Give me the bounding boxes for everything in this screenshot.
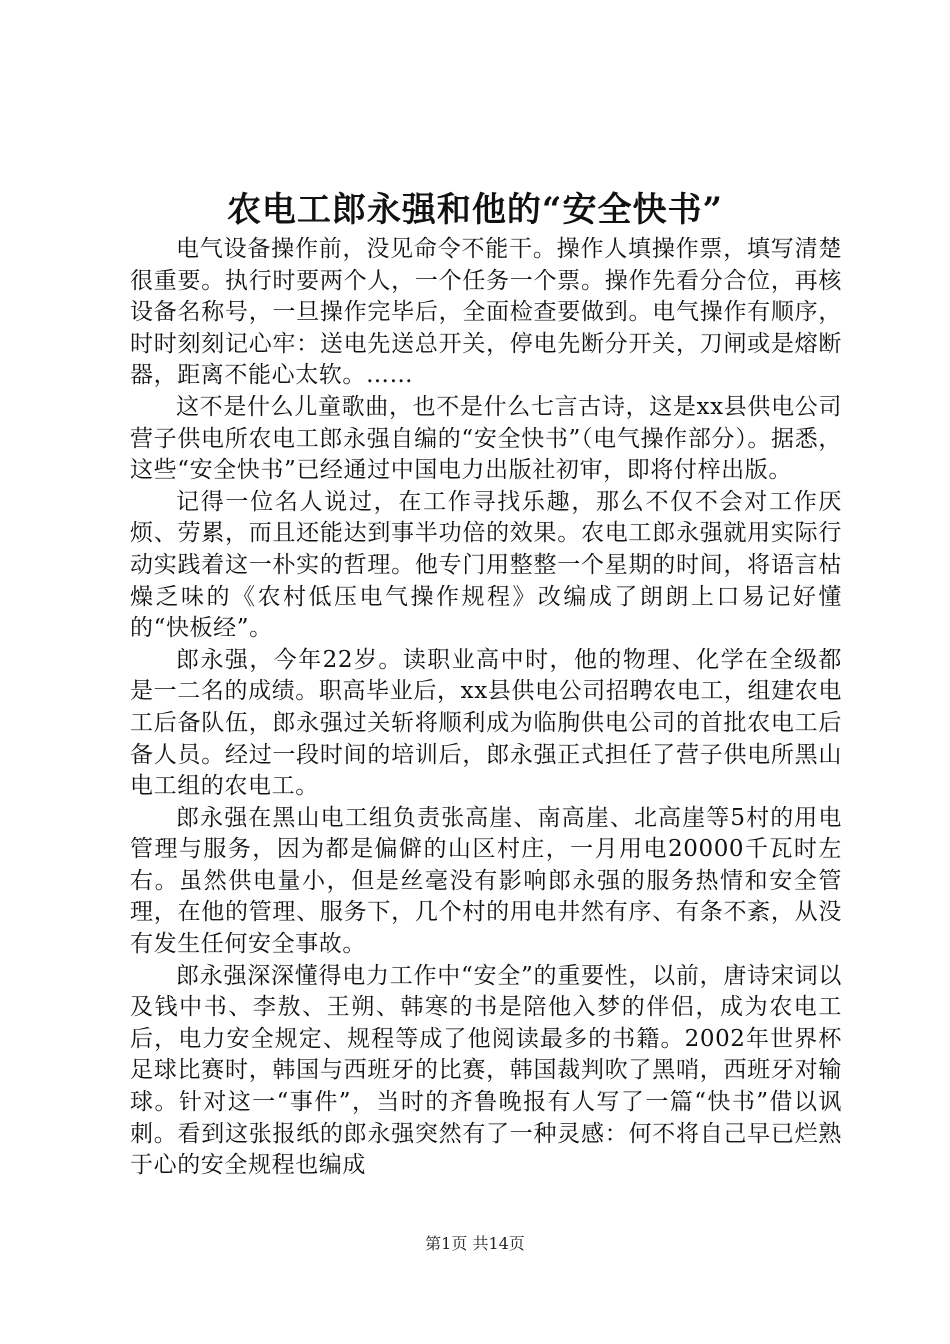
document-body [130,234,842,1182]
paragraph-2: 这不是什么儿童歌曲，也不是什么七言古诗，这是xx县供电公司营子供电所农电工郎永强自编的“安全快书”（电气操作部分）。据悉，这些“安全快书”已经通过中国电力出版社初审，即将付梓出版。 [130,393,842,484]
page-number-footer: 第1页 共14页 [425,1234,525,1253]
paragraph-5: 郎永强在黑山电工组负责张高崖、南高崖、北高崖等5村的用电管理与服务，因为都是偏僻的山区村庄，一月用电20000千瓦时左右。虽然供电量小，但是丝毫没有影响郎永强的服务热情和安全管理，在他的管理、服务下，几个村的用电井然有序、有条不紊，从没有发生任何安全事故。 [130,804,842,958]
document-title: 农电工郎永强和他的“安全快书” [226,190,724,230]
paragraph-3: 记得一位名人说过，在工作寻找乐趣，那么不仅不会对工作厌烦、劳累，而且还能达到事半功倍的效果。农电工郎永强就用实际行动实践着这一朴实的哲理。他专门用整整一个星期的时间，将语言枯燥乏味的《农村低压电气操作规程》改编成了朗朗上口易记好懂的“快板经”。 [130,488,842,642]
paragraph-6: 郎永强深深懂得电力工作中“安全”的重要性，以前，唐诗宋词以及钱中书、李敖、王朔、韩寒的书是陪他入梦的伴侣，成为农电工后，电力安全规定、规程等成了他阅读最多的书籍。2002年世界杯足球比赛时，韩国与西班牙的比赛，韩国裁判吹了黑哨，西班牙对输球。针对这一“事件”，当时的齐鲁晚报有人写了一篇“快书”借以讽刺。看到这张报纸的郎永强突然有了一种灵感：何不将自己早已烂熟于心的安全规程也编成 [130,962,842,1179]
paragraph-1: 电气设备操作前，没见命令不能干。操作人填操作票，填写清楚很重要。执行时要两个人，一个任务一个票。操作先看分合位，再核设备名称号，一旦操作完毕后，全面检查要做到。电气操作有顺序，时时刻刻记心牢：送电先送总开关，停电先断分开关，刀闸或是熔断器，距离不能心太软。…… [130,236,842,389]
paragraph-4: 郎永强，今年22岁。读职业高中时，他的物理、化学在全级都是一二名的成绩。职高毕业后，xx县供电公司招聘农电工，组建农电工后备队伍，郎永强过关斩将顺利成为临朐供电公司的首批农电工后备人员。经过一段时间的培训后，郎永强正式担任了营子供电所黑山电工组的农电工。 [130,646,842,800]
